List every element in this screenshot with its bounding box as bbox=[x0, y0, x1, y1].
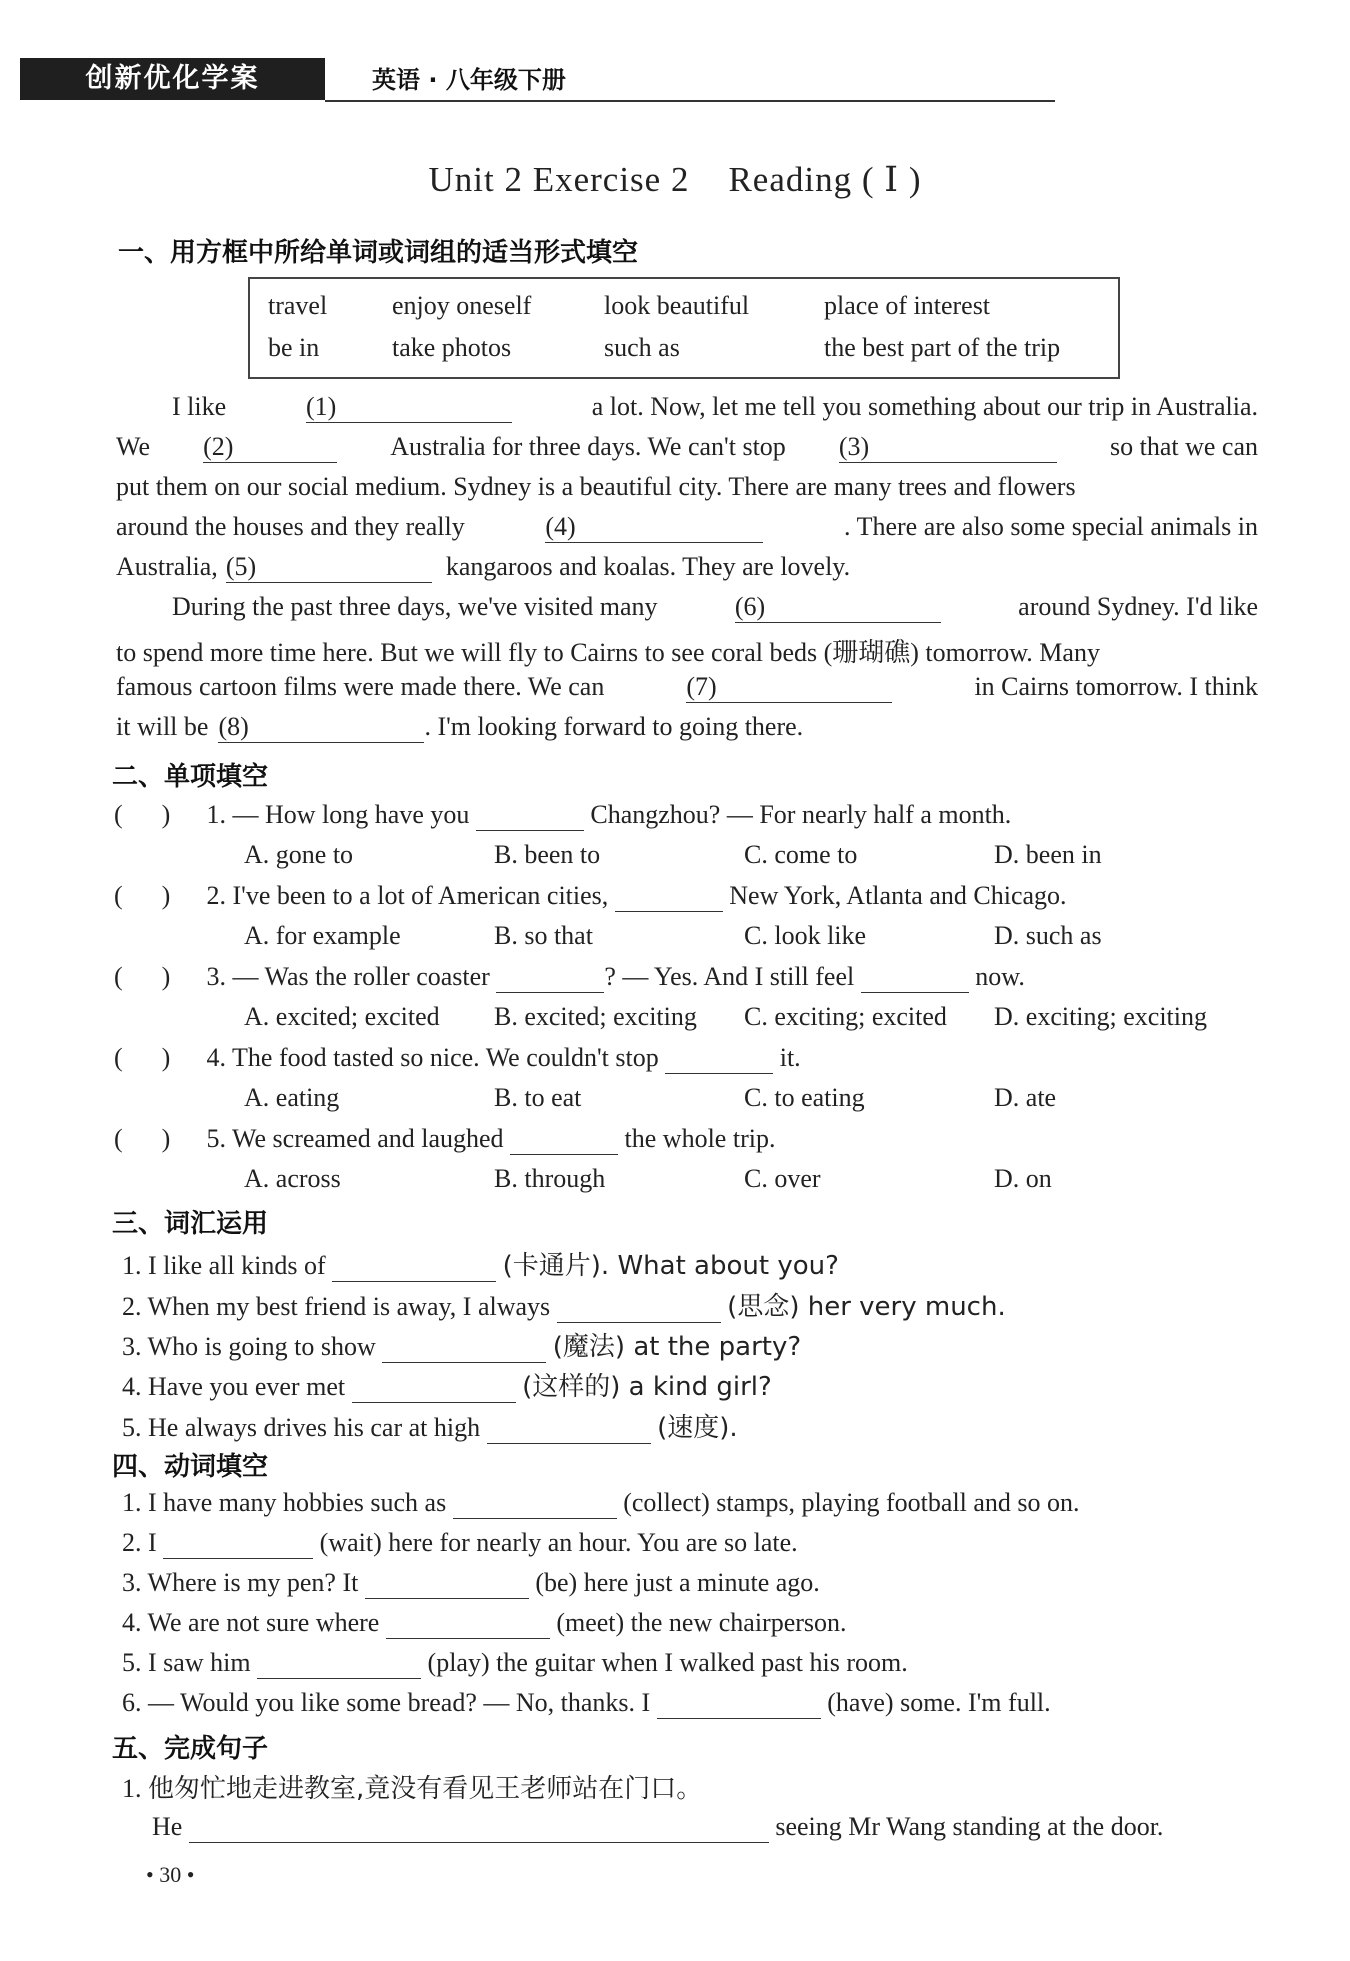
answer-blank[interactable] bbox=[189, 1812, 769, 1843]
vocab-item: 3. Who is going to show (魔法) at the party? bbox=[122, 1332, 802, 1362]
header-rule bbox=[325, 100, 1055, 102]
option-a: A. for example bbox=[244, 921, 401, 950]
section-5-heading: 五、完成句子 bbox=[112, 1734, 269, 1764]
passage-line: I like (1) a lot. Now, let me tell you something about our trip in Australia. bbox=[172, 392, 1258, 421]
verb-item: 6. — Would you like some bread? — No, thanks. I (have) some. I'm full. bbox=[122, 1688, 1051, 1717]
answer-blank[interactable] bbox=[257, 1648, 421, 1679]
passage-line: to spend more time here. But we will fly to Cairns to see coral beds (珊瑚礁) tomorrow. Many bbox=[116, 638, 1100, 667]
option-c: C. over bbox=[744, 1164, 821, 1193]
question-2: ( ) 2. I've been to a lot of American cities, New York, Atlanta and Chicago. bbox=[114, 881, 1067, 910]
blank-8[interactable]: (8) bbox=[218, 712, 424, 743]
passage-line: famous cartoon films were made there. We can (7) in Cairns tomorrow. I think bbox=[116, 672, 1258, 701]
vocab-item: 2. When my best friend is away, I always (思念) her very much. bbox=[122, 1292, 1006, 1322]
answer-blank[interactable] bbox=[615, 881, 723, 912]
answer-blank[interactable] bbox=[487, 1413, 651, 1444]
question-3: ( ) 3. — Was the roller coaster ? — Yes. And I still feel now. bbox=[114, 962, 1025, 991]
word-item: enjoy oneself bbox=[392, 291, 532, 320]
option-c: C. to eating bbox=[744, 1083, 865, 1112]
section-1-heading: 一、用方框中所给单词或词组的适当形式填空 bbox=[118, 238, 639, 268]
page-title: Unit 2 Exercise 2 Reading ( Ⅰ ) bbox=[428, 160, 922, 199]
answer-blank[interactable] bbox=[510, 1124, 618, 1155]
option-b: B. been to bbox=[494, 840, 601, 869]
option-d: D. exciting; exciting bbox=[994, 1002, 1208, 1031]
blank-2[interactable]: (2) bbox=[203, 432, 337, 463]
answer-bracket[interactable]: ( ) bbox=[114, 1124, 171, 1153]
answer-blank[interactable] bbox=[332, 1251, 496, 1282]
word-item: the best part of the trip bbox=[824, 333, 1061, 362]
option-d: D. been in bbox=[994, 840, 1102, 869]
subject-label: 英语 · 八年级下册 bbox=[372, 66, 566, 94]
vocab-item: 1. I like all kinds of (卡通片). What about you? bbox=[122, 1251, 839, 1281]
answer-blank[interactable] bbox=[557, 1292, 721, 1323]
blank-7[interactable]: (7) bbox=[686, 672, 892, 703]
option-b: B. excited; exciting bbox=[494, 1002, 697, 1031]
blank-3[interactable]: (3) bbox=[839, 432, 1057, 463]
option-b: B. so that bbox=[494, 921, 593, 950]
vocab-item: 4. Have you ever met (这样的) a kind girl? bbox=[122, 1372, 772, 1402]
word-item: take photos bbox=[392, 333, 512, 362]
option-c: C. look like bbox=[744, 921, 867, 950]
answer-bracket[interactable]: ( ) bbox=[114, 881, 171, 910]
blank-6[interactable]: (6) bbox=[735, 592, 941, 623]
blank-1[interactable]: (1) bbox=[306, 392, 512, 423]
question-4: ( ) 4. The food tasted so nice. We couldn't stop it. bbox=[114, 1043, 801, 1072]
option-b: B. through bbox=[494, 1164, 606, 1193]
series-logo: 创新优化学案 bbox=[20, 58, 325, 100]
question-1: ( ) 1. — How long have you Changzhou? — For nearly half a month. bbox=[114, 800, 1012, 829]
passage-line: it will be (8) . I'm looking forward to going there. bbox=[116, 712, 804, 741]
verb-item: 4. We are not sure where (meet) the new chairperson. bbox=[122, 1608, 847, 1637]
blank-4[interactable]: (4) bbox=[545, 512, 763, 543]
option-a: A. across bbox=[244, 1164, 341, 1193]
option-a: A. gone to bbox=[244, 840, 354, 869]
answer-blank[interactable] bbox=[657, 1688, 821, 1719]
answer-blank[interactable] bbox=[496, 962, 604, 993]
passage-line: Australia, (5) kangaroos and koalas. They are lovely. bbox=[116, 552, 851, 581]
verb-item: 3. Where is my pen? It (be) here just a minute ago. bbox=[122, 1568, 820, 1597]
word-item: be in bbox=[268, 333, 320, 362]
option-d: D. on bbox=[994, 1164, 1052, 1193]
word-box bbox=[248, 277, 1120, 379]
passage-line: around the houses and they really (4) . There are also some special animals in bbox=[116, 512, 1258, 541]
answer-blank[interactable] bbox=[365, 1568, 529, 1599]
verb-item: 1. I have many hobbies such as (collect) stamps, playing football and so on. bbox=[122, 1488, 1080, 1517]
word-item: such as bbox=[604, 333, 680, 362]
answer-bracket[interactable]: ( ) bbox=[114, 800, 171, 829]
option-a: A. eating bbox=[244, 1083, 340, 1112]
option-d: D. ate bbox=[994, 1083, 1057, 1112]
answer-blank[interactable] bbox=[476, 800, 584, 831]
option-d: D. such as bbox=[994, 921, 1102, 950]
section-4-heading: 四、动词填空 bbox=[112, 1452, 269, 1482]
word-item: travel bbox=[268, 291, 328, 320]
blank-5[interactable]: (5) bbox=[226, 552, 432, 583]
option-b: B. to eat bbox=[494, 1083, 582, 1112]
verb-item: 5. I saw him (play) the guitar when I walked past his room. bbox=[122, 1648, 908, 1677]
passage-line: We (2) Australia for three days. We can't stop (3) so that we can bbox=[116, 432, 1258, 461]
answer-bracket[interactable]: ( ) bbox=[114, 1043, 171, 1072]
answer-blank[interactable] bbox=[386, 1608, 550, 1639]
answer-blank[interactable] bbox=[382, 1332, 546, 1363]
vocab-item: 5. He always drives his car at high (速度). bbox=[122, 1413, 738, 1443]
word-item: place of interest bbox=[824, 291, 991, 320]
question-5: ( ) 5. We screamed and laughed the whole trip. bbox=[114, 1124, 776, 1153]
verb-item: 2. I (wait) here for nearly an hour. You are so late. bbox=[122, 1528, 798, 1557]
answer-blank[interactable] bbox=[861, 962, 969, 993]
answer-blank[interactable] bbox=[352, 1372, 516, 1403]
answer-blank[interactable] bbox=[453, 1488, 617, 1519]
answer-blank[interactable] bbox=[665, 1043, 773, 1074]
option-a: A. excited; excited bbox=[244, 1002, 440, 1031]
option-c: C. come to bbox=[744, 840, 858, 869]
answer-blank[interactable] bbox=[163, 1528, 313, 1559]
translation-prompt: 1. 他匆忙地走进教室,竟没有看见王老师站在门口。 bbox=[122, 1774, 703, 1804]
page-number: • 30 • bbox=[146, 1862, 195, 1887]
section-2-heading: 二、单项填空 bbox=[112, 762, 269, 792]
passage-line: put them on our social medium. Sydney is a beautiful city. There are many trees and flowers bbox=[116, 472, 1076, 501]
answer-bracket[interactable]: ( ) bbox=[114, 962, 171, 991]
translation-answer-line: He seeing Mr Wang standing at the door. bbox=[152, 1812, 1164, 1841]
option-c: C. exciting; excited bbox=[744, 1002, 947, 1031]
word-item: look beautiful bbox=[604, 291, 750, 320]
passage-line: During the past three days, we've visited many (6) around Sydney. I'd like bbox=[172, 592, 1258, 621]
section-3-heading: 三、词汇运用 bbox=[112, 1209, 269, 1239]
